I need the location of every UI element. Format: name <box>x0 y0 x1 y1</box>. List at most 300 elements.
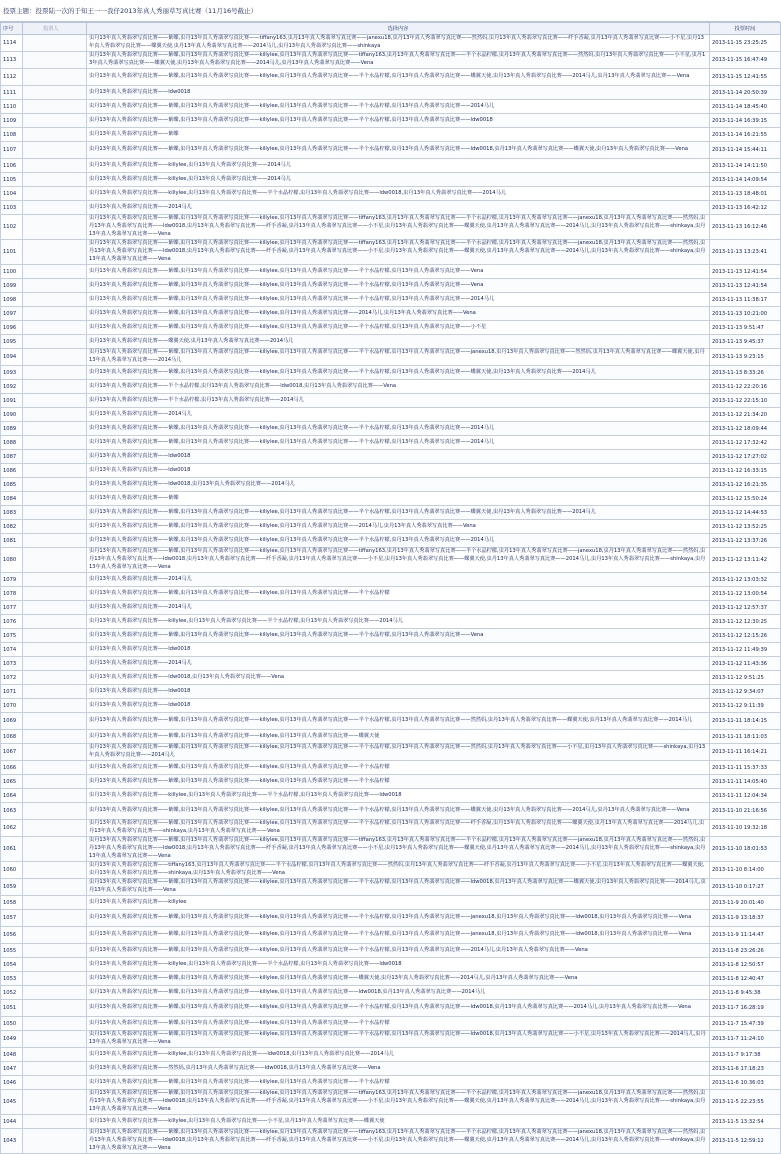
table-row <box>1 187 781 201</box>
row-voter <box>23 775 87 789</box>
row-voter <box>23 862 87 879</box>
table-row <box>1 159 781 173</box>
row-time: 2013-11-6 17:18:23 <box>710 1062 781 1076</box>
table-row <box>1 86 781 100</box>
row-time: 2013-11-5 13:32:54 <box>710 1115 781 1129</box>
table-row <box>1 52 781 69</box>
row-number: 1070 <box>1 699 23 713</box>
row-number: 1100 <box>1 265 23 279</box>
table-row <box>1 1031 781 1048</box>
row-voter <box>23 1115 87 1129</box>
row-content: 虫丹13年真人秀翡翠写真比赛——蝶翼天使,虫丹13年真人秀翡翠写真比赛——2014马儿 <box>87 335 710 349</box>
row-voter <box>23 100 87 114</box>
row-time: 2013-11-12 16:33:15 <box>710 464 781 478</box>
row-number: 1082 <box>1 520 23 534</box>
row-time: 2013-11-12 11:49:39 <box>710 643 781 657</box>
row-content: 虫丹13年真人秀翡翠写真比赛——紫蝶,虫丹13年真人秀翡翠写真比赛——killylee,虫丹13年真人秀翡翠写真比赛——半个水晶柠檬,虫丹13年真人秀翡翠写真比赛——2014马儿 <box>87 534 710 548</box>
row-time: 2013-11-8 12:40:47 <box>710 972 781 986</box>
row-voter <box>23 958 87 972</box>
row-number: 1066 <box>1 761 23 775</box>
row-voter <box>23 944 87 958</box>
row-voter <box>23 548 87 573</box>
row-voter <box>23 671 87 685</box>
row-voter <box>23 394 87 408</box>
row-voter <box>23 573 87 587</box>
table-row <box>1 394 781 408</box>
row-voter <box>23 173 87 187</box>
row-time: 2013-11-12 9:51:25 <box>710 671 781 685</box>
table-row <box>1 215 781 240</box>
row-time: 2013-11-12 9:34:07 <box>710 685 781 699</box>
row-time: 2013-11-12 13:52:25 <box>710 520 781 534</box>
row-content: 虫丹13年真人秀翡翠写真比赛——ldw0018 <box>87 685 710 699</box>
row-content: 虫丹13年真人秀翡翠写真比赛——半个水晶柠檬,虫丹13年真人秀翡翠写真比赛——ldw0018,虫丹13年真人秀翡翠写真比赛——Vena <box>87 380 710 394</box>
table-row <box>1 958 781 972</box>
row-content: 虫丹13年真人秀翡翠写真比赛——紫蝶,虫丹13年真人秀翡翠写真比赛——killylee,虫丹13年真人秀翡翠写真比赛——半个水晶柠檬,虫丹13年真人秀翡翠写真比赛——ldw0018,虫丹13年真人秀翡翠写真比赛——2014马儿,虫丹13年真人秀翡翠写真比赛——Vena <box>87 1000 710 1017</box>
row-content: 虫丹13年真人秀翡翠写真比赛——紫蝶,虫丹13年真人秀翡翠写真比赛——tiffany163,虫丹13年真人秀翡翠写真比赛——janexu18,虫丹13年真人秀翡翠写真比赛——然然妈,虫丹13年真人秀翡翠写真比赛——纤手香凝,虫丹13年真人秀翡翠写真比赛——小不星,虫丹13年真人秀翡翠写真比赛——蝶翼天使,虫丹13年真人秀翡翠写真比赛——2014马儿,虫丹13年真人秀翡翠写真比赛——shinkaya <box>87 35 710 52</box>
table-row <box>1 1076 781 1090</box>
table-row <box>1 492 781 506</box>
row-voter <box>23 240 87 265</box>
row-voter <box>23 1017 87 1031</box>
row-content: 虫丹13年真人秀翡翠写真比赛——killylee,虫丹13年真人秀翡翠写真比赛——半个水晶柠檬,虫丹13年真人秀翡翠写真比赛——2014马儿 <box>87 615 710 629</box>
table-row <box>1 506 781 520</box>
row-content: 虫丹13年真人秀翡翠写真比赛——2014马儿 <box>87 201 710 215</box>
row-content: 虫丹13年真人秀翡翠写真比赛——半个水晶柠檬,虫丹13年真人秀翡翠写真比赛——2014马儿 <box>87 394 710 408</box>
row-time: 2013-11-12 22:15:10 <box>710 394 781 408</box>
table-row <box>1 142 781 159</box>
table-row <box>1 699 781 713</box>
table-row <box>1 910 781 927</box>
row-number: 1113 <box>1 52 23 69</box>
row-time: 2013-11-12 12:15:26 <box>710 629 781 643</box>
row-number: 1098 <box>1 293 23 307</box>
row-voter <box>23 657 87 671</box>
row-number: 1096 <box>1 321 23 335</box>
table-row <box>1 100 781 114</box>
row-voter <box>23 464 87 478</box>
row-voter <box>23 601 87 615</box>
row-content: 虫丹13年真人秀翡翠写真比赛——killylee,虫丹13年真人秀翡翠写真比赛——2014马儿 <box>87 173 710 187</box>
table-row <box>1 1090 781 1115</box>
row-voter <box>23 744 87 761</box>
row-content: 虫丹13年真人秀翡翠写真比赛——紫蝶,虫丹13年真人秀翡翠写真比赛——killylee,虫丹13年真人秀翡翠写真比赛——tiffany163,虫丹13年真人秀翡翠写真比赛——半个水晶柠檬,虫丹13年真人秀翡翠写真比赛——janexu18,虫丹13年真人秀翡翠写真比赛——然然妈,虫丹13年真人秀翡翠写真比赛——ldw0018,虫丹13年真人秀翡翠写真比赛——纤手香凝,虫丹13年真人秀翡翠写真比赛——小不星,虫丹13年真人秀翡翠写真比赛——蝶翼天使,虫丹13年真人秀翡翠写真比赛——2014马儿,虫丹13年真人秀翡翠写真比赛——shinkaya,虫丹13年真人秀翡翠写真比赛——Vena <box>87 240 710 265</box>
row-voter <box>23 349 87 366</box>
row-voter <box>23 215 87 240</box>
row-voter <box>23 910 87 927</box>
row-number: 1101 <box>1 240 23 265</box>
row-number: 1085 <box>1 478 23 492</box>
row-time: 2013-11-12 9:11:39 <box>710 699 781 713</box>
table-row <box>1 520 781 534</box>
row-voter <box>23 52 87 69</box>
row-number: 1047 <box>1 1062 23 1076</box>
row-voter <box>23 128 87 142</box>
row-voter <box>23 986 87 1000</box>
table-row <box>1 436 781 450</box>
row-time: 2013-11-10 21:16:56 <box>710 803 781 820</box>
table-row <box>1 615 781 629</box>
row-time: 2013-11-12 13:03:32 <box>710 573 781 587</box>
table-row <box>1 1048 781 1062</box>
table-row <box>1 534 781 548</box>
row-voter <box>23 1062 87 1076</box>
row-time: 2013-11-15 12:41:55 <box>710 69 781 86</box>
row-time: 2013-11-13 8:33:26 <box>710 366 781 380</box>
row-number: 1068 <box>1 730 23 744</box>
row-number: 1059 <box>1 879 23 896</box>
row-content: 虫丹13年真人秀翡翠写真比赛——killylee <box>87 896 710 910</box>
row-voter <box>23 307 87 321</box>
row-number: 1094 <box>1 349 23 366</box>
row-voter <box>23 685 87 699</box>
row-time: 2013-11-13 9:45:37 <box>710 335 781 349</box>
vote-subject-label: 投票主题：投票陆一次的于知王一 <box>3 7 101 15</box>
row-voter <box>23 380 87 394</box>
row-time: 2013-11-14 14:09:54 <box>710 173 781 187</box>
row-content: 虫丹13年真人秀翡翠写真比赛——ldw0018,虫丹13年真人秀翡翠写真比赛——Vena <box>87 671 710 685</box>
row-time: 2013-11-11 18:14:15 <box>710 713 781 730</box>
row-number: 1080 <box>1 548 23 573</box>
row-time: 2013-11-14 15:44:11 <box>710 142 781 159</box>
row-number: 1097 <box>1 307 23 321</box>
row-time: 2013-11-13 18:48:01 <box>710 187 781 201</box>
row-time: 2013-11-10 8:14:00 <box>710 862 781 879</box>
row-time: 2013-11-11 15:37:33 <box>710 761 781 775</box>
row-number: 1062 <box>1 820 23 837</box>
row-number: 1054 <box>1 958 23 972</box>
row-number: 1055 <box>1 944 23 958</box>
row-content: 虫丹13年真人秀翡翠写真比赛——2014马儿 <box>87 601 710 615</box>
row-voter <box>23 265 87 279</box>
row-voter <box>23 615 87 629</box>
row-content: 虫丹13年真人秀翡翠写真比赛——紫蝶,虫丹13年真人秀翡翠写真比赛——killylee,虫丹13年真人秀翡翠写真比赛——半个水晶柠檬,虫丹13年真人秀翡翠写真比赛——ldw0018,虫丹13年真人秀翡翠写真比赛——小不星,虫丹13年真人秀翡翠写真比赛——2014马儿,虫丹13年真人秀翡翠写真比赛——Vena <box>87 1031 710 1048</box>
row-time: 2013-11-12 15:50:24 <box>710 492 781 506</box>
row-content: 虫丹13年真人秀翡翠写真比赛——紫蝶,虫丹13年真人秀翡翠写真比赛——killylee,虫丹13年真人秀翡翠写真比赛——半个水晶柠檬,虫丹13年真人秀翡翠写真比赛——2014马儿 <box>87 422 710 436</box>
vote-subject-bar <box>0 0 780 22</box>
row-voter <box>23 436 87 450</box>
row-voter <box>23 699 87 713</box>
row-voter <box>23 86 87 100</box>
table-row <box>1 761 781 775</box>
row-content: 虫丹13年真人秀翡翠写真比赛——紫蝶,虫丹13年真人秀翡翠写真比赛——killylee,虫丹13年真人秀翡翠写真比赛——半个水晶柠檬,虫丹13年真人秀翡翠写真比赛——janexu18,虫丹13年真人秀翡翠写真比赛——然然妈,虫丹13年真人秀翡翠写真比赛——蝶翼天使,虫丹13年真人秀翡翠写真比赛——2014马儿 <box>87 349 710 366</box>
vote-records-body <box>1 35 781 1154</box>
row-time: 2013-11-8 23:26:26 <box>710 944 781 958</box>
row-time: 2013-11-12 16:21:35 <box>710 478 781 492</box>
row-content: 虫丹13年真人秀翡翠写真比赛——紫蝶,虫丹13年真人秀翡翠写真比赛——killylee,虫丹13年真人秀翡翠写真比赛——半个水晶柠檬 <box>87 1017 710 1031</box>
row-content: 虫丹13年真人秀翡翠写真比赛——killylee,虫丹13年真人秀翡翠写真比赛——2014马儿 <box>87 159 710 173</box>
row-content: 虫丹13年真人秀翡翠写真比赛——紫蝶,虫丹13年真人秀翡翠写真比赛——killylee,虫丹13年真人秀翡翠写真比赛——半个水晶柠檬,虫丹13年真人秀翡翠写真比赛——小不星 <box>87 321 710 335</box>
row-time: 2013-11-12 14:44:53 <box>710 506 781 520</box>
row-voter <box>23 335 87 349</box>
row-number: 1105 <box>1 173 23 187</box>
row-content: 虫丹13年真人秀翡翠写真比赛——紫蝶,虫丹13年真人秀翡翠写真比赛——killylee,虫丹13年真人秀翡翠写真比赛——半个水晶柠檬,虫丹13年真人秀翡翠写真比赛——janexu18,虫丹13年真人秀翡翠写真比赛——ldw0018,虫丹13年真人秀翡翠写真比赛——Vena <box>87 910 710 927</box>
row-time: 2013-11-7 15:47:39 <box>710 1017 781 1031</box>
row-time: 2013-11-12 12:30:25 <box>710 615 781 629</box>
row-content: 虫丹13年真人秀翡翠写真比赛——紫蝶,虫丹13年真人秀翡翠写真比赛——killylee,虫丹13年真人秀翡翠写真比赛——半个水晶柠檬,虫丹13年真人秀翡翠写真比赛——2014马儿 <box>87 293 710 307</box>
row-voter <box>23 293 87 307</box>
row-number: 1071 <box>1 685 23 699</box>
row-voter <box>23 643 87 657</box>
row-voter <box>23 187 87 201</box>
row-number: 1058 <box>1 896 23 910</box>
row-content: 虫丹13年真人秀翡翠写真比赛——2014马儿 <box>87 657 710 671</box>
row-voter <box>23 69 87 86</box>
row-content: 虫丹13年真人秀翡翠写真比赛——killylee,虫丹13年真人秀翡翠写真比赛——半个水晶柠檬,虫丹13年真人秀翡翠写真比赛——ldw0018 <box>87 789 710 803</box>
row-content: 虫丹13年真人秀翡翠写真比赛——killylee,虫丹13年真人秀翡翠写真比赛——半个水晶柠檬,虫丹13年真人秀翡翠写真比赛——ldw0018 <box>87 958 710 972</box>
row-voter <box>23 114 87 128</box>
row-content: 虫丹13年真人秀翡翠写真比赛——紫蝶,虫丹13年真人秀翡翠写真比赛——killylee,虫丹13年真人秀翡翠写真比赛——半个水晶柠檬,虫丹13年真人秀翡翠写真比赛——ldw0018,虫丹13年真人秀翡翠写真比赛——蝶翼天使,虫丹13年真人秀翡翠写真比赛——2014马儿,虫丹13年真人秀翡翠写真比赛——Vena <box>87 879 710 896</box>
table-row <box>1 366 781 380</box>
row-content: 虫丹13年真人秀翡翠写真比赛——紫蝶,虫丹13年真人秀翡翠写真比赛——killylee,虫丹13年真人秀翡翠写真比赛——2014马儿,虫丹13年真人秀翡翠写真比赛——Vena <box>87 520 710 534</box>
table-row <box>1 573 781 587</box>
row-number: 1089 <box>1 422 23 436</box>
row-content: 虫丹13年真人秀翡翠写真比赛——紫蝶,虫丹13年真人秀翡翠写真比赛——killylee,虫丹13年真人秀翡翠写真比赛——蝶翼天使,虫丹13年真人秀翡翠写真比赛——2014马儿,虫丹13年真人秀翡翠写真比赛——Vena <box>87 972 710 986</box>
table-row <box>1 335 781 349</box>
table-row <box>1 1062 781 1076</box>
column-header-voter[interactable]: 投票人 <box>23 23 87 35</box>
table-row <box>1 972 781 986</box>
row-voter <box>23 408 87 422</box>
table-header-row <box>1 23 781 35</box>
row-number: 1112 <box>1 69 23 86</box>
row-time: 2013-11-12 13:37:26 <box>710 534 781 548</box>
row-number: 1087 <box>1 450 23 464</box>
table-row <box>1 380 781 394</box>
row-voter <box>23 366 87 380</box>
row-number: 1067 <box>1 744 23 761</box>
row-time: 2013-11-15 16:47:49 <box>710 52 781 69</box>
row-number: 1050 <box>1 1017 23 1031</box>
row-number: 1084 <box>1 492 23 506</box>
row-content: 虫丹13年真人秀翡翠写真比赛——紫蝶,虫丹13年真人秀翡翠写真比赛——killylee,虫丹13年真人秀翡翠写真比赛——半个水晶柠檬,虫丹13年真人秀翡翠写真比赛——2014马儿 <box>87 100 710 114</box>
row-voter <box>23 450 87 464</box>
row-content: 虫丹13年真人秀翡翠写真比赛——紫蝶,虫丹13年真人秀翡翠写真比赛——killylee,虫丹13年真人秀翡翠写真比赛——半个水晶柠檬,虫丹13年真人秀翡翠写真比赛——纤手香凝,虫丹13年真人秀翡翠写真比赛——蝶翼天使,虫丹13年真人秀翡翠写真比赛——2014马儿,虫丹13年真人秀翡翠写真比赛——shinkaya,虫丹13年真人秀翡翠写真比赛——Vena <box>87 820 710 837</box>
row-time: 2013-11-13 16:12:46 <box>710 215 781 240</box>
row-number: 1103 <box>1 201 23 215</box>
row-voter <box>23 492 87 506</box>
table-row <box>1 478 781 492</box>
row-time: 2013-11-14 16:21:55 <box>710 128 781 142</box>
row-time: 2013-11-5 22:23:55 <box>710 1090 781 1115</box>
column-header-content[interactable]: 选择内容 <box>87 23 710 35</box>
row-number: 1073 <box>1 657 23 671</box>
row-number: 1056 <box>1 927 23 944</box>
row-content: 虫丹13年真人秀翡翠写真比赛——紫蝶,虫丹13年真人秀翡翠写真比赛——killylee,虫丹13年真人秀翡翠写真比赛——半个水晶柠檬,虫丹13年真人秀翡翠写真比赛——蝶翼天使,虫丹13年真人秀翡翠写真比赛——2014马儿,虫丹13年真人秀翡翠写真比赛——Vena <box>87 69 710 86</box>
row-content: 虫丹13年真人秀翡翠写真比赛——紫蝶,虫丹13年真人秀翡翠写真比赛——killylee,虫丹13年真人秀翡翠写真比赛——半个水晶柠檬,虫丹13年真人秀翡翠写真比赛——然然妈,虫丹13年真人秀翡翠写真比赛——蝶翼天使,虫丹13年真人秀翡翠写真比赛——2014马儿 <box>87 713 710 730</box>
row-time: 2013-11-14 18:45:40 <box>710 100 781 114</box>
row-number: 1051 <box>1 1000 23 1017</box>
row-content: 虫丹13年真人秀翡翠写真比赛——紫蝶,虫丹13年真人秀翡翠写真比赛——killylee,虫丹13年真人秀翡翠写真比赛——半个水晶柠檬,虫丹13年真人秀翡翠写真比赛——Vena <box>87 279 710 293</box>
row-voter <box>23 422 87 436</box>
row-time: 2013-11-14 14:11:50 <box>710 159 781 173</box>
table-row <box>1 265 781 279</box>
row-voter <box>23 803 87 820</box>
table-row <box>1 349 781 366</box>
table-row <box>1 114 781 128</box>
row-content: 虫丹13年真人秀翡翠写真比赛——紫蝶,虫丹13年真人秀翡翠写真比赛——killylee,虫丹13年真人秀翡翠写真比赛——半个水晶柠檬,虫丹13年真人秀翡翠写真比赛——蝶翼天使,虫丹13年真人秀翡翠写真比赛——2014马儿,虫丹13年真人秀翡翠写真比赛——Vena <box>87 803 710 820</box>
row-voter <box>23 927 87 944</box>
row-voter <box>23 713 87 730</box>
row-number: 1106 <box>1 159 23 173</box>
table-row <box>1 896 781 910</box>
row-content: 虫丹13年真人秀翡翠写真比赛——killylee,虫丹13年真人秀翡翠写真比赛——小不星,虫丹13年真人秀翡翠写真比赛——蝶翼天使 <box>87 1115 710 1129</box>
row-time: 2013-11-12 12:57:37 <box>710 601 781 615</box>
table-row <box>1 671 781 685</box>
table-row <box>1 713 781 730</box>
row-voter <box>23 629 87 643</box>
row-content: 虫丹13年真人秀翡翠写真比赛——紫蝶,虫丹13年真人秀翡翠写真比赛——killylee,虫丹13年真人秀翡翠写真比赛——tiffany163,虫丹13年真人秀翡翠写真比赛——半个水晶柠檬,虫丹13年真人秀翡翠写真比赛——janexu18,虫丹13年真人秀翡翠写真比赛——然然妈,虫丹13年真人秀翡翠写真比赛——ldw0018,虫丹13年真人秀翡翠写真比赛——纤手香凝,虫丹13年真人秀翡翠写真比赛——小不星,虫丹13年真人秀翡翠写真比赛——蝶翼天使,虫丹13年真人秀翡翠写真比赛——2014马儿,虫丹13年真人秀翡翠写真比赛——shinkaya,虫丹13年真人秀翡翠写真比赛——Vena <box>87 215 710 240</box>
row-voter <box>23 820 87 837</box>
column-header-time[interactable]: 投票时间 <box>710 23 781 35</box>
row-time: 2013-11-12 18:09:44 <box>710 422 781 436</box>
row-number: 1074 <box>1 643 23 657</box>
table-row <box>1 730 781 744</box>
row-content: 虫丹13年真人秀翡翠写真比赛——killylee,虫丹13年真人秀翡翠写真比赛——半个水晶柠檬,虫丹13年真人秀翡翠写真比赛——ldw0018,虫丹13年真人秀翡翠写真比赛——2014马儿 <box>87 187 710 201</box>
table-row <box>1 422 781 436</box>
row-voter <box>23 201 87 215</box>
row-number: 1102 <box>1 215 23 240</box>
row-content: 虫丹13年真人秀翡翠写真比赛——紫蝶,虫丹13年真人秀翡翠写真比赛——killylee,虫丹13年真人秀翡翠写真比赛——半个水晶柠檬,虫丹13年真人秀翡翠写真比赛——2014马儿,虫丹13年真人秀翡翠写真比赛——Vena <box>87 944 710 958</box>
row-content: 虫丹13年真人秀翡翠写真比赛——紫蝶,虫丹13年真人秀翡翠写真比赛——killylee,虫丹13年真人秀翡翠写真比赛——半个水晶柠檬,虫丹13年真人秀翡翠写真比赛——ldw0018 <box>87 114 710 128</box>
table-row <box>1 587 781 601</box>
table-row <box>1 1017 781 1031</box>
row-time: 2013-11-7 16:28:19 <box>710 1000 781 1017</box>
row-number: 1063 <box>1 803 23 820</box>
row-content: 虫丹13年真人秀翡翠写真比赛——紫蝶,虫丹13年真人秀翡翠写真比赛——killylee,虫丹13年真人秀翡翠写真比赛——tiffany163,虫丹13年真人秀翡翠写真比赛——半个水晶柠檬,虫丹13年真人秀翡翠写真比赛——janexu18,虫丹13年真人秀翡翠写真比赛——然然妈,虫丹13年真人秀翡翠写真比赛——ldw0018,虫丹13年真人秀翡翠写真比赛——纤手香凝,虫丹13年真人秀翡翠写真比赛——小不星,虫丹13年真人秀翡翠写真比赛——蝶翼天使,虫丹13年真人秀翡翠写真比赛——2014马儿,虫丹13年真人秀翡翠写真比赛——shinkaya,虫丹13年真人秀翡翠写真比赛——Vena <box>87 1090 710 1115</box>
row-content: 虫丹13年真人秀翡翠写真比赛——ldw0018 <box>87 464 710 478</box>
row-time: 2013-11-7 11:24:10 <box>710 1031 781 1048</box>
row-number: 1111 <box>1 86 23 100</box>
row-time: 2013-11-12 11:43:36 <box>710 657 781 671</box>
row-voter <box>23 879 87 896</box>
row-time: 2013-11-11 14:05:40 <box>710 775 781 789</box>
row-number: 1095 <box>1 335 23 349</box>
row-number: 1044 <box>1 1115 23 1129</box>
row-time: 2013-11-11 16:14:21 <box>710 744 781 761</box>
vote-records-table <box>0 22 781 1154</box>
row-voter <box>23 279 87 293</box>
row-time: 2013-11-8 9:45:38 <box>710 986 781 1000</box>
row-voter <box>23 1031 87 1048</box>
table-row <box>1 1129 781 1154</box>
row-number: 1053 <box>1 972 23 986</box>
row-number: 1090 <box>1 408 23 422</box>
row-time: 2013-11-9 20:01:40 <box>710 896 781 910</box>
row-content: 虫丹13年真人秀翡翠写真比赛——紫蝶,虫丹13年真人秀翡翠写真比赛——killylee,虫丹13年真人秀翡翠写真比赛——半个水晶柠檬 <box>87 761 710 775</box>
table-row <box>1 986 781 1000</box>
table-row <box>1 69 781 86</box>
table-row <box>1 657 781 671</box>
row-time: 2013-11-10 19:32:18 <box>710 820 781 837</box>
row-voter <box>23 142 87 159</box>
row-voter <box>23 478 87 492</box>
table-row <box>1 128 781 142</box>
row-time: 2013-11-12 17:32:42 <box>710 436 781 450</box>
vote-subject-title: 一我仔2013年真人秀丽草写真比赛（11月16号截止） <box>100 7 258 15</box>
row-number: 1108 <box>1 128 23 142</box>
table-row <box>1 173 781 187</box>
row-time: 2013-11-5 12:59:12 <box>710 1129 781 1154</box>
row-voter <box>23 321 87 335</box>
row-number: 1064 <box>1 789 23 803</box>
row-time: 2013-11-12 21:34:20 <box>710 408 781 422</box>
row-number: 1043 <box>1 1129 23 1154</box>
row-number: 1052 <box>1 986 23 1000</box>
row-voter <box>23 789 87 803</box>
row-time: 2013-11-12 17:27:02 <box>710 450 781 464</box>
row-voter <box>23 1076 87 1090</box>
row-content: 虫丹13年真人秀翡翠写真比赛——ldw0018,虫丹13年真人秀翡翠写真比赛——2014马儿 <box>87 478 710 492</box>
row-content: 虫丹13年真人秀翡翠写真比赛——紫蝶,虫丹13年真人秀翡翠写真比赛——killylee,虫丹13年真人秀翡翠写真比赛——半个水晶柠檬,虫丹13年真人秀翡翠写真比赛——2014马儿 <box>87 436 710 450</box>
table-row <box>1 464 781 478</box>
row-content: 虫丹13年真人秀翡翠写真比赛——紫蝶,虫丹13年真人秀翡翠写真比赛——killylee,虫丹13年真人秀翡翠写真比赛——tiffany163,虫丹13年真人秀翡翠写真比赛——半个水晶柠檬,虫丹13年真人秀翡翠写真比赛——然然妈,虫丹13年真人秀翡翠写真比赛——小不星,虫丹13年真人秀翡翠写真比赛——蝶翼天使,虫丹13年真人秀翡翠写真比赛——2014马儿,虫丹13年真人秀翡翠写真比赛——Vena <box>87 52 710 69</box>
row-voter <box>23 972 87 986</box>
row-content: 虫丹13年真人秀翡翠写真比赛——紫蝶,虫丹13年真人秀翡翠写真比赛——killylee,虫丹13年真人秀翡翠写真比赛——2014马儿,虫丹13年真人秀翡翠写真比赛——Vena <box>87 307 710 321</box>
row-time: 2013-11-13 10:21:00 <box>710 307 781 321</box>
row-time: 2013-11-14 16:39:15 <box>710 114 781 128</box>
table-row <box>1 1115 781 1129</box>
row-content: 虫丹13年真人秀翡翠写真比赛——紫蝶,虫丹13年真人秀翡翠写真比赛——killylee,虫丹13年真人秀翡翠写真比赛——tiffany163,虫丹13年真人秀翡翠写真比赛——半个水晶柠檬,虫丹13年真人秀翡翠写真比赛——janexu18,虫丹13年真人秀翡翠写真比赛——然然妈,虫丹13年真人秀翡翠写真比赛——ldw0018,虫丹13年真人秀翡翠写真比赛——纤手香凝,虫丹13年真人秀翡翠写真比赛——小不星,虫丹13年真人秀翡翠写真比赛——蝶翼天使,虫丹13年真人秀翡翠写真比赛——2014马儿,虫丹13年真人秀翡翠写真比赛——shinkaya,虫丹13年真人秀翡翠写真比赛——Vena <box>87 548 710 573</box>
row-content: 虫丹13年真人秀翡翠写真比赛——紫蝶,虫丹13年真人秀翡翠写真比赛——killylee,虫丹13年真人秀翡翠写真比赛——半个水晶柠檬,虫丹13年真人秀翡翠写真比赛——然然妈,虫丹13年真人秀翡翠写真比赛——小不星,虫丹13年真人秀翡翠写真比赛——shinkaya,虫丹13年真人秀翡翠写真比赛——2014马儿 <box>87 744 710 761</box>
row-number: 1088 <box>1 436 23 450</box>
row-number: 1091 <box>1 394 23 408</box>
row-content: 虫丹13年真人秀翡翠写真比赛——紫蝶,虫丹13年真人秀翡翠写真比赛——killylee,虫丹13年真人秀翡翠写真比赛——半个水晶柠檬 <box>87 775 710 789</box>
row-time: 2013-11-10 0:17:27 <box>710 879 781 896</box>
row-voter <box>23 1048 87 1062</box>
row-content: 虫丹13年真人秀翡翠写真比赛——ldw0018 <box>87 86 710 100</box>
row-time: 2013-11-12 13:11:42 <box>710 548 781 573</box>
table-row <box>1 450 781 464</box>
row-time: 2013-11-12 13:00:54 <box>710 587 781 601</box>
row-voter <box>23 35 87 52</box>
row-content: 虫丹13年真人秀翡翠写真比赛——紫蝶,虫丹13年真人秀翡翠写真比赛——killylee,虫丹13年真人秀翡翠写真比赛——tiffany163,虫丹13年真人秀翡翠写真比赛——半个水晶柠檬,虫丹13年真人秀翡翠写真比赛——janexu18,虫丹13年真人秀翡翠写真比赛——然然妈,虫丹13年真人秀翡翠写真比赛——ldw0018,虫丹13年真人秀翡翠写真比赛——纤手香凝,虫丹13年真人秀翡翠写真比赛——小不星,虫丹13年真人秀翡翠写真比赛——蝶翼天使,虫丹13年真人秀翡翠写真比赛——2014马儿,虫丹13年真人秀翡翠写真比赛——shinkaya,虫丹13年真人秀翡翠写真比赛——Vena <box>87 837 710 862</box>
row-voter <box>23 159 87 173</box>
row-content: 虫丹13年真人秀翡翠写真比赛——紫蝶,虫丹13年真人秀翡翠写真比赛——killylee,虫丹13年真人秀翡翠写真比赛——蝶翼天使 <box>87 730 710 744</box>
row-time: 2013-11-11 18:11:03 <box>710 730 781 744</box>
row-content: 虫丹13年真人秀翡翠写真比赛——紫蝶,虫丹13年真人秀翡翠写真比赛——killylee,虫丹13年真人秀翡翠写真比赛——半个水晶柠檬,虫丹13年真人秀翡翠写真比赛——蝶翼天使,虫丹13年真人秀翡翠写真比赛——2014马儿 <box>87 366 710 380</box>
table-row <box>1 927 781 944</box>
row-number: 1104 <box>1 187 23 201</box>
table-row <box>1 629 781 643</box>
row-content: 虫丹13年真人秀翡翠写真比赛——紫蝶 <box>87 492 710 506</box>
table-row <box>1 548 781 573</box>
row-voter <box>23 534 87 548</box>
row-content: 虫丹13年真人秀翡翠写真比赛——紫蝶 <box>87 128 710 142</box>
table-row <box>1 240 781 265</box>
table-row <box>1 601 781 615</box>
table-row <box>1 944 781 958</box>
row-number: 1045 <box>1 1090 23 1115</box>
row-time: 2013-11-9 11:14:47 <box>710 927 781 944</box>
row-number: 1092 <box>1 380 23 394</box>
row-voter <box>23 1129 87 1154</box>
column-header-no[interactable]: 序号 <box>1 23 23 35</box>
table-row <box>1 879 781 896</box>
row-content: 虫丹13年真人秀翡翠写真比赛——紫蝶,虫丹13年真人秀翡翠写真比赛——killylee,虫丹13年真人秀翡翠写真比赛——tiffany163,虫丹13年真人秀翡翠写真比赛——半个水晶柠檬,虫丹13年真人秀翡翠写真比赛——janexu18,虫丹13年真人秀翡翠写真比赛——然然妈,虫丹13年真人秀翡翠写真比赛——ldw0018,虫丹13年真人秀翡翠写真比赛——纤手香凝,虫丹13年真人秀翡翠写真比赛——小不星,虫丹13年真人秀翡翠写真比赛——蝶翼天使,虫丹13年真人秀翡翠写真比赛——2014马儿,虫丹13年真人秀翡翠写真比赛——shinkaya,虫丹13年真人秀翡翠写真比赛——Vena <box>87 1129 710 1154</box>
row-content: 虫丹13年真人秀翡翠写真比赛——紫蝶,虫丹13年真人秀翡翠写真比赛——killylee,虫丹13年真人秀翡翠写真比赛——半个水晶柠檬,虫丹13年真人秀翡翠写真比赛——Vena <box>87 629 710 643</box>
table-row <box>1 279 781 293</box>
row-content: 虫丹13年真人秀翡翠写真比赛——ldw0018 <box>87 643 710 657</box>
table-row <box>1 837 781 862</box>
row-time: 2013-11-15 23:25:25 <box>710 35 781 52</box>
row-voter <box>23 896 87 910</box>
row-content: 虫丹13年真人秀翡翠写真比赛——紫蝶,虫丹13年真人秀翡翠写真比赛——killylee,虫丹13年真人秀翡翠写真比赛——半个水晶柠檬,虫丹13年真人秀翡翠写真比赛——ldw0018,虫丹13年真人秀翡翠写真比赛——蝶翼天使,虫丹13年真人秀翡翠写真比赛——Vena <box>87 142 710 159</box>
row-number: 1046 <box>1 1076 23 1090</box>
row-time: 2013-11-11 12:04:34 <box>710 789 781 803</box>
row-number: 1075 <box>1 629 23 643</box>
row-content: 虫丹13年真人秀翡翠写真比赛——ldw0018 <box>87 699 710 713</box>
